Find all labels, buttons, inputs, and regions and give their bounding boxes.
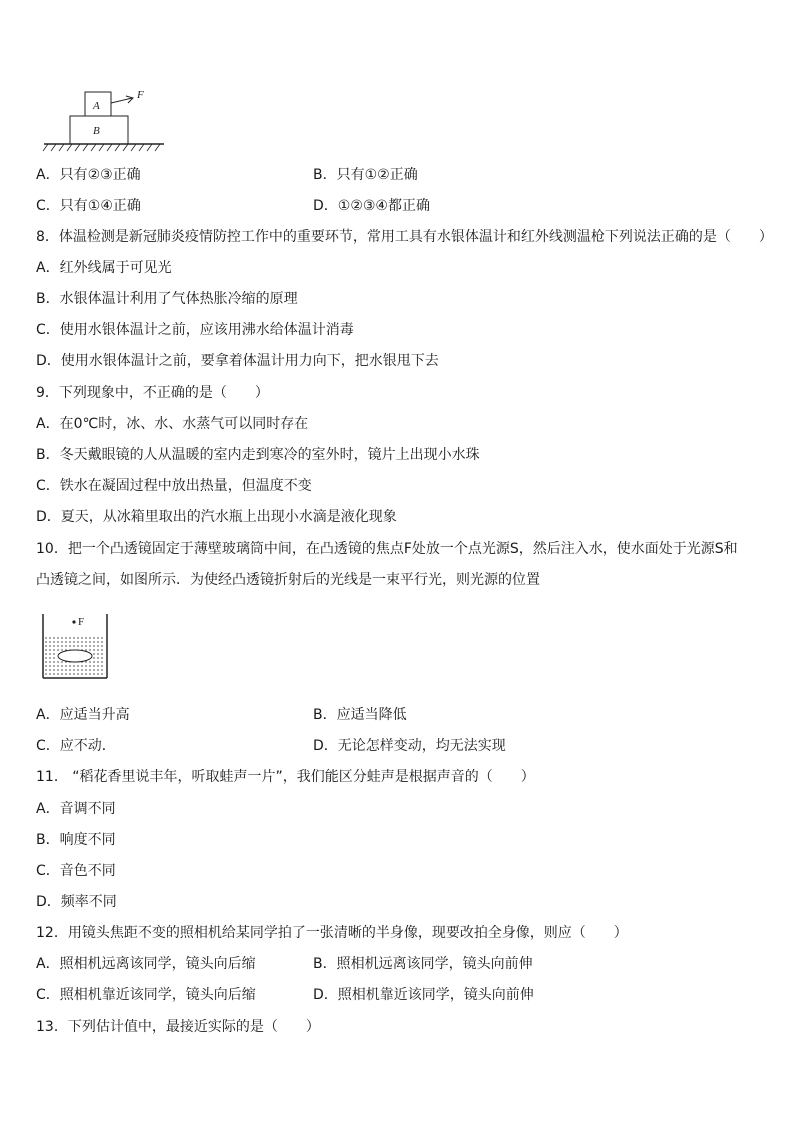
q11-option-c: C．音色不同 [36,863,116,879]
q7-option-a: A．只有②③正确 [36,167,141,183]
convex-lens [58,650,92,662]
q13-stem: 13．下列估计值中，最接近实际的是（ ） [36,1019,320,1035]
q11-option-a: A．音调不同 [36,801,116,817]
q10-stem-line1: 10．把一个凸透镜固定于薄壁玻璃筒中间，在凸透镜的焦点F处放一个点光源S，然后注入水，使水面处于光源S和 [36,541,738,557]
q7-option-c: C．只有①④正确 [36,198,141,214]
q9-option-d: D．夏天，从冰箱里取出的汽水瓶上出现小水滴是液化现象 [36,509,397,525]
label-f: F [137,89,144,101]
q11-option-d: D．频率不同 [36,894,117,910]
q8-option-d: D．使用水银体温计之前，要拿着体温计用力向下，把水银甩下去 [36,353,439,369]
q12-option-d: D．照相机靠近该同学，镜头向前伸 [313,987,534,1003]
q8-option-a: A．红外线属于可见光 [36,260,172,276]
q9-option-b: B．冬天戴眼镜的人从温暖的室内走到寒冷的室外时，镜片上出现小水珠 [36,447,480,463]
focus-label-f: F [78,616,85,628]
lens-tube-figure [40,612,112,682]
q10-option-c: C．应不动． [36,738,116,754]
label-b: B [93,125,100,137]
q12-option-b: B．照相机远离该同学，镜头向前伸 [313,956,533,972]
q12-stem: 12．用镜头焦距不变的照相机给某同学拍了一张清晰的半身像，现要改拍全身像，则应（ ） [36,925,628,941]
q9-option-c: C．铁水在凝固过程中放出热量，但温度不变 [36,478,312,494]
q10-option-b: B．应适当降低 [313,707,407,723]
q12-option-c: C．照相机靠近该同学，镜头向后缩 [36,987,256,1003]
q11-option-b: B．响度不同 [36,832,116,848]
q10-option-d: D．无论怎样变动，均无法实现 [313,738,506,754]
q7-option-d: D．①②③④都正确 [313,198,430,214]
q9-stem: 9．下列现象中，不正确的是（ ） [36,385,269,401]
light-source-point [72,620,75,623]
q7-option-b: B．只有①②正确 [313,167,418,183]
q8-option-c: C．使用水银体温计之前，应该用沸水给体温计消毒 [36,322,354,338]
q11-stem: 11． “稻花香里说丰年，听取蛙声一片”，我们能区分蛙声是根据声音的（ ） [36,769,535,785]
label-a: A [93,100,100,112]
q10-stem-line2: 凸透镜之间，如图所示．为使经凸透镜折射后的光线是一束平行光，则光源的位置 [36,572,540,588]
q8-option-b: B．水银体温计利用了气体热胀冷缩的原理 [36,291,298,307]
q10-option-a: A．应适当升高 [36,707,130,723]
q8-stem: 8．体温检测是新冠肺炎疫情防控工作中的重要环节，常用工具有水银体温计和红外线测温枪下列说法正确的是（ ） [36,229,773,245]
q9-option-a: A．在0℃时，冰、水、水蒸气可以同时存在 [36,416,309,432]
blocks-figure [40,86,170,156]
q12-option-a: A．照相机远离该同学，镜头向后缩 [36,956,256,972]
